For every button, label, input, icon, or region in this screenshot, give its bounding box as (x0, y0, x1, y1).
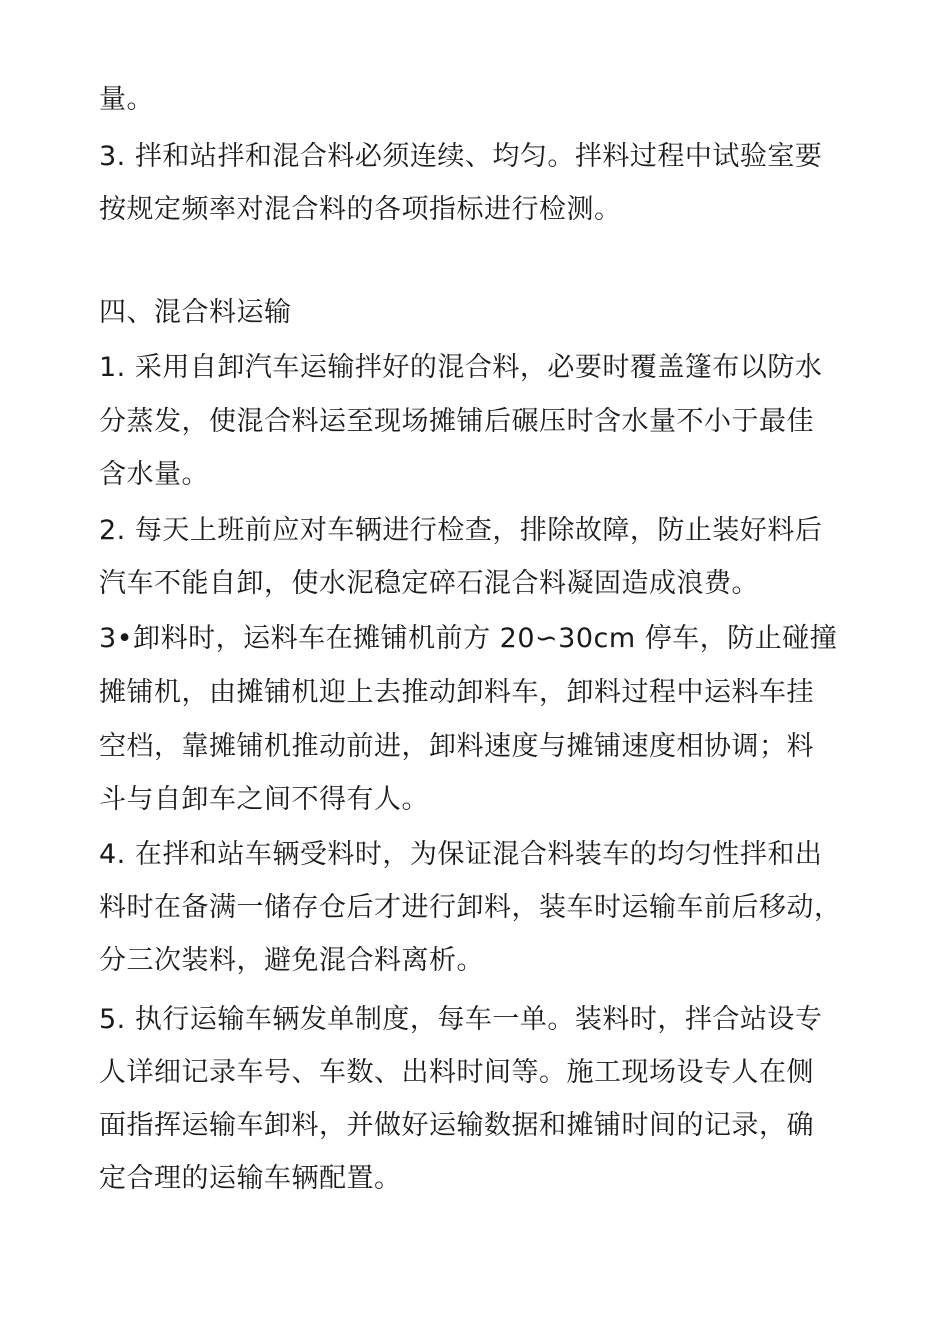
text-line: 面指挥运输车卸料，并做好运输数据和摊铺时间的记录，确 (99, 1110, 814, 1141)
text-line: 3•卸料时，运料车在摊铺机前方 20∽30cm 停车，防止碰撞 (99, 623, 838, 654)
text-line: 斗与自卸车之间不得有人。 (99, 784, 429, 815)
text-line: 分蒸发，使混合料运至现场摊铺后碾压时含水量不小于最佳 (99, 406, 814, 437)
text-line: 5. 执行运输车辆发单制度，每车一单。装料时，拌合站设专 (99, 1004, 823, 1035)
section-heading: 四、混合料运输 (99, 297, 292, 328)
text-line: 料时在备满一储存仓后才进行卸料，装车时运输车前后移动， (99, 892, 842, 923)
text-line: 摊铺机，由摊铺机迎上去推动卸料车，卸料过程中运料车挂 (99, 677, 814, 708)
text-line: 按规定频率对混合料的各项指标进行检测。 (99, 194, 622, 225)
text-line: 空档，靠摊铺机推动前进，卸料速度与摊铺速度相协调；料 (99, 731, 814, 762)
text-line: 2. 每天上班前应对车辆进行检查，排除故障，防止装好料后 (99, 515, 823, 546)
text-line: 定合理的运输车辆配置。 (99, 1163, 402, 1194)
text-line: 分三次装料，避免混合料离析。 (99, 945, 484, 976)
text-line: 3. 拌和站拌和混合料必须连续、均匀。拌料过程中试验室要 (99, 141, 823, 172)
text-line: 汽车不能自卸，使水泥稳定碎石混合料凝固造成浪费。 (99, 568, 759, 599)
text-line: 含水量。 (99, 459, 209, 490)
text-line: 人详细记录车号、车数、出料时间等。施工现场设专人在侧 (99, 1057, 814, 1088)
text-line: 4. 在拌和站车辆受料时，为保证混合料装车的均匀性拌和出 (99, 839, 823, 870)
text-line: 1. 采用自卸汽车运输拌好的混合料，必要时覆盖篷布以防水 (99, 352, 823, 383)
text-line: 量。 (99, 84, 154, 115)
